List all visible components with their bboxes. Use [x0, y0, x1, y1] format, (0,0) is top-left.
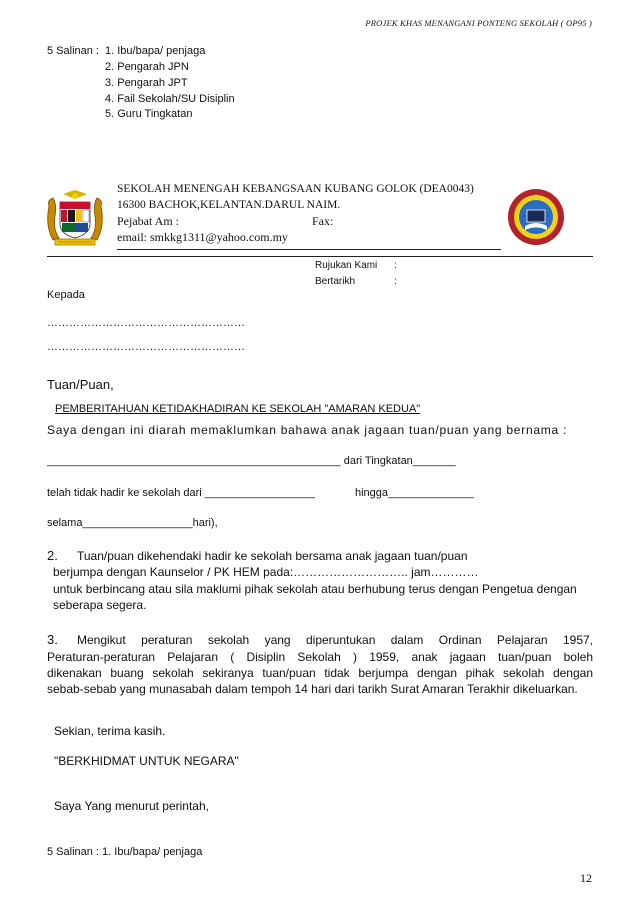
- date-label: Bertarikh: [315, 276, 356, 287]
- para2-line-1: Tuan/puan dikehendaki hadir ke sekolah bersama anak jagaan tuan/puan: [77, 549, 468, 563]
- para2-number: 2.: [47, 548, 58, 563]
- page-number: 12: [580, 871, 592, 885]
- salutation: Tuan/Puan,: [47, 377, 114, 392]
- header-divider: [47, 256, 593, 257]
- copies-label: 5 Salinan :: [47, 45, 99, 57]
- intro-text: Saya dengan ini diarah memaklumkan bahawa anak jagaan tuan/puan yang bernama :: [47, 423, 568, 437]
- office-label: Pejabat Am :: [117, 214, 179, 228]
- recipient-line-2: ………………………………………………: [47, 341, 245, 353]
- school-name: SEKOLAH MENENGAH KEBANGSAAN KUBANG GOLOK (DEA0043): [117, 183, 474, 195]
- recipient-line-1: ………………………………………………: [47, 317, 245, 329]
- copies-item-3: 3. Pengarah JPT: [105, 77, 188, 89]
- duration-line: selama__________________hari),: [47, 517, 218, 529]
- school-address: 16300 BACHOK,KELANTAN.DARUL NAIM.: [117, 199, 341, 211]
- email-line: email: smkkg1311@yahoo.com.my: [117, 230, 288, 244]
- copies-item-2: 2. Pengarah JPN: [105, 61, 189, 73]
- para3-line-1: Mengikut peraturan sekolah yang diperuntukan dalam Ordinan Pelajaran 1957,: [77, 633, 593, 647]
- para3-line-3: dikenakan buang sekolah sekiranya tuan/puan tidak berjumpa dengan pihak sekolah dengan: [47, 666, 593, 680]
- closing-motto: "BERKHIDMAT UNTUK NEGARA": [54, 754, 239, 768]
- copies-item-5: 5. Guru Tingkatan: [105, 108, 193, 120]
- para2-line-2: berjumpa dengan Kaunselor / PK HEM pada:……………………….. jam…………: [53, 565, 479, 579]
- school-logo: [507, 188, 565, 246]
- our-ref-sep: :: [394, 260, 397, 271]
- letterhead-underline: [117, 249, 501, 250]
- absent-until-line: hingga______________: [355, 487, 474, 499]
- absent-from-line: telah tidak hadir ke sekolah dari __________________: [47, 487, 315, 499]
- copies-item-1: 1. Ibu/bapa/ penjaga: [105, 45, 206, 57]
- para3-number: 3.: [47, 632, 58, 647]
- name-class-line: ________________________________________________ dari Tingkatan_______: [47, 455, 456, 467]
- closing-thanks: Sekian, terima kasih.: [54, 724, 166, 738]
- copies-item-4: 4. Fail Sekolah/SU Disiplin: [105, 93, 235, 105]
- para2-line-3: untuk berbincang atau sila maklumi pihak sekolah atau berhubung terus dengan Pengetua dengan: [53, 582, 577, 596]
- closing-signoff: Saya Yang menurut perintah,: [54, 799, 209, 813]
- para2-line-4: seberapa segera.: [53, 598, 147, 612]
- date-sep: :: [394, 276, 397, 287]
- fax-label: Fax:: [312, 214, 334, 228]
- copies-bottom: 5 Salinan : 1. Ibu/bapa/ penjaga: [47, 846, 203, 858]
- subject-line: PEMBERITAHUAN KETIDAKHADIRAN KE SEKOLAH "AMARAN KEDUA": [55, 403, 421, 415]
- para3-line-4: sebab-sebab yang munasabah dalam tempoh 14 hari dari tarikh Surat Amaran Terakhir dikeluarkan.: [47, 682, 578, 696]
- our-ref-label: Rujukan Kami: [315, 260, 378, 271]
- project-header: PROJEK KHAS MENANGANI PONTENG SEKOLAH ( OP95 ): [365, 18, 592, 28]
- to-label: Kepada: [47, 289, 85, 301]
- para3-line-2: Peraturan-peraturan Pelajaran ( Disiplin Sekolah ) 1959, anak jagaan tuan/puan boleh: [47, 650, 593, 664]
- coat-of-arms-logo: [45, 190, 105, 248]
